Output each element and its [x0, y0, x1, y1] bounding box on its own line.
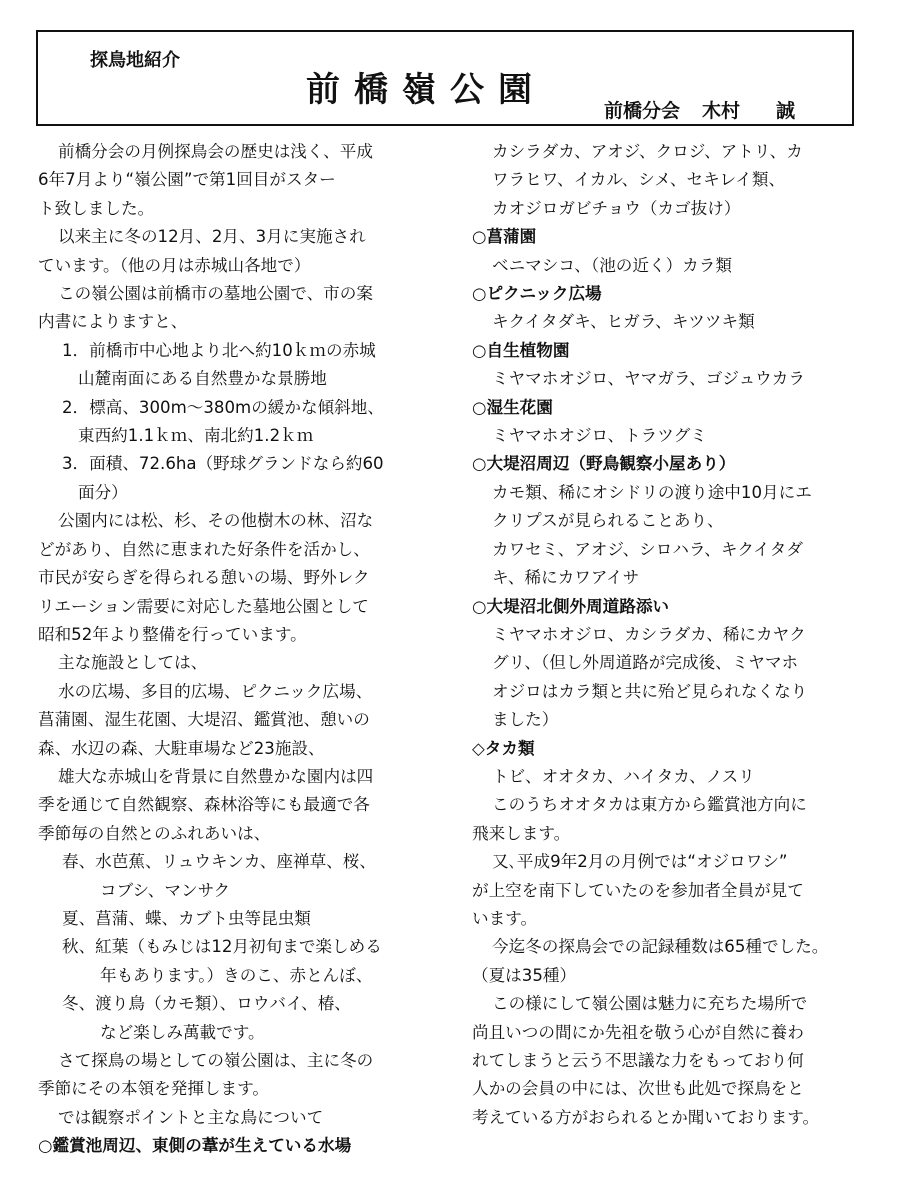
right-column [472, 138, 864, 1132]
list-item: 3．面積、72.6ha（野球グランドなら約60 [62, 454, 384, 474]
text-line: 以来主に冬の12月、2月、3月に実施され [58, 227, 366, 247]
text-line: ています。（他の月は赤城山各地で） [38, 255, 311, 275]
text-line: 今迄冬の探鳥会での記録種数は65種でした。 [492, 937, 829, 957]
author-given-name: 誠 [776, 100, 796, 122]
list-item-continuation: 東西約1.1ｋｍ、南北約1.2ｋｍ [78, 426, 314, 446]
bird-list: カワセミ、アオジ、シロハラ、キクイタダ [492, 539, 803, 559]
text-line: れてしまうと云う不思議な力をもっており何 [472, 1051, 804, 1070]
text-line: では観察ポイントと主な鳥について [58, 1107, 324, 1127]
text-line: 尚且いつの間にか先祖を敬う心が自然に養わ [472, 1022, 804, 1042]
spot-heading: ○自生植物園 [472, 340, 570, 360]
text-line: 人かの会員の中には、次世も此処で探鳥をと [472, 1079, 804, 1099]
bird-list: ミヤマホオジロ、ヤマガラ、ゴジュウカラ [492, 369, 805, 389]
list-item-continuation: 山麓南面にある自然豊かな景勝地 [78, 369, 327, 389]
text-line: この嶺公園は前橋市の墓地公園で、市の案 [58, 284, 373, 304]
spot-heading: ○大堤沼北側外周道路添い [472, 596, 670, 616]
text-line: どがあり、自然に恵まれた好条件を活かし、 [38, 539, 370, 559]
text-line: 菖蒲園、湿生花園、大堤沼、鑑賞池、憩いの [38, 710, 370, 730]
text-line: 飛来します。 [472, 823, 571, 843]
season-line: 冬、渡り鳥（カモ類）、ロウバイ、椿、 [62, 994, 351, 1014]
text-line: 森、水辺の森、大駐車場など23施設、 [38, 738, 325, 758]
text-line: 考えている方がおられるとか聞いております。 [472, 1107, 820, 1127]
text-line: 季節にその本領を発揮します。 [38, 1079, 269, 1099]
season-continuation: コブシ、マンサク [100, 880, 231, 900]
spot-heading: ○大堤沼周辺（野鳥観察小屋あり） [472, 454, 736, 474]
page-title: 前橋嶺公園 [306, 70, 546, 110]
bird-list: カシラダカ、アオジ、クロジ、アトリ、カ [492, 142, 803, 161]
bird-list: ミヤマホオジロ、カシラダカ、稀にカヤク [492, 624, 806, 644]
text-line: 主な施設としては、 [58, 653, 208, 673]
header-box [36, 30, 854, 126]
text-line: 水の広場、多目的広場、ピクニック広場、 [58, 681, 373, 701]
author-byline [604, 96, 795, 123]
spot-heading: ○ピクニック広場 [472, 284, 602, 304]
bird-list: トビ、オオタカ、ハイタカ、ノスリ [492, 766, 755, 786]
text-line: 前橋分会の月例探鳥会の歴史は浅く、平成 [58, 142, 373, 161]
bird-list: グリ、（但し外周道路が完成後、ミヤマホ [492, 653, 799, 673]
text-line: この様にして嶺公園は魅力に充ちた場所で [492, 994, 808, 1014]
season-continuation: など楽しみ萬載です。 [100, 1022, 265, 1042]
text-line: 又､平成9年2月の月例では“オジロワシ” [492, 852, 788, 872]
season-continuation: 年もあります。）きのこ、赤とんぼ、 [100, 965, 373, 985]
bird-list: ワラヒワ、イカル、シメ、セキレイ類、 [492, 170, 786, 190]
text-line: 6年7月より“嶺公園”で第1回目がスター [38, 170, 336, 190]
series-label: 探鳥地紹介 [90, 50, 180, 71]
list-item: 1．前橋市中心地より北へ約10ｋｍの赤城 [62, 340, 376, 360]
bird-list: オジロはカラ類と共に殆ど見られなくなり [492, 681, 808, 701]
text-line: リエーション需要に対応した墓地公園として [38, 596, 369, 616]
list-item-continuation: 面分） [78, 482, 128, 502]
text-line: 公園内には松、杉、その他樹木の林、沼な [58, 511, 374, 531]
text-line: （夏は35種） [472, 965, 577, 985]
spot-heading: ○鑑賞池周辺、東側の葦が生えている水場 [38, 1136, 352, 1156]
left-column [38, 138, 424, 1161]
bird-list: ました） [492, 710, 559, 730]
author-branch: 前橋分会 [604, 100, 681, 122]
text-line: さて探鳥の場としての嶺公園は、主に冬の [58, 1051, 374, 1070]
text-line: ト致しました。 [38, 198, 155, 218]
text-line: 季節毎の自然とのふれあいは、 [38, 823, 271, 843]
text-line: が上空を南下していたのを参加者全員が見て [472, 880, 804, 900]
text-line: 季を通じて自然観察、森林浴等にも最適で各 [38, 795, 370, 815]
text-line: 市民が安らぎを得られる憩いの場、野外レク [38, 568, 370, 588]
season-line: 春、水芭蕉、リュウキンカ、座禅草、桜、 [62, 852, 376, 872]
bird-list: カオジロガビチョウ（カゴ抜け） [492, 198, 741, 218]
text-line: 昭和52年より整備を行っています。 [38, 624, 307, 644]
bird-list: キクイタダキ、ヒガラ、キツツキ類 [492, 312, 755, 332]
bird-list: クリプスが見られることあり、 [492, 511, 724, 531]
spot-heading: ○湿生花園 [472, 397, 553, 417]
season-line: 秋、紅葉（もみじは12月初旬まで楽しめる [62, 937, 382, 957]
text-line: 雄大な赤城山を背景に自然豊かな園内は四 [58, 766, 374, 786]
bird-list: カモ類、稀にオシドリの渡り途中10月にエ [492, 482, 812, 502]
text-line: 内書によりますと、 [38, 312, 188, 332]
bird-list: キ、稀にカワアイサ [492, 568, 640, 588]
list-item: 2．標高、300m～380mの緩かな傾斜地、 [62, 397, 384, 417]
spot-heading: ○菖蒲園 [472, 227, 537, 247]
spot-heading: ◇タカ類 [472, 738, 535, 758]
bird-list: ミヤマホオジロ、トラツグミ [492, 426, 707, 446]
bird-list: ベニマシコ、（池の近く）カラ類 [492, 255, 732, 275]
season-line: 夏、菖蒲、蝶、カブト虫等昆虫類 [62, 908, 311, 928]
text-line: このうちオオタカは東方から鑑賞池方向に [492, 795, 807, 815]
author-surname: 木村 [702, 100, 741, 122]
text-line: います。 [472, 908, 538, 928]
